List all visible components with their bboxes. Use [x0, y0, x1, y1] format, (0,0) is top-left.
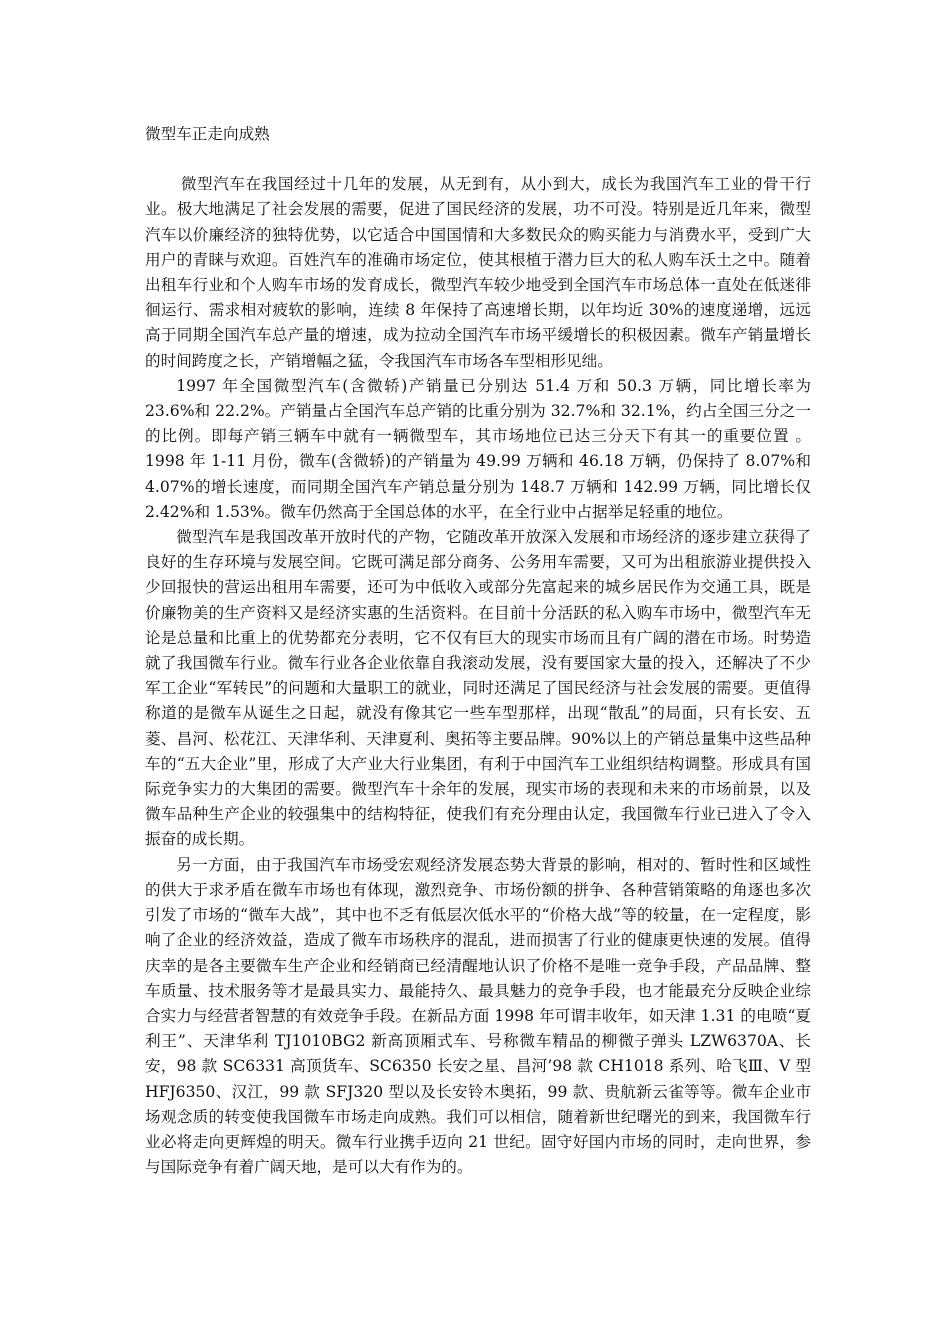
document-title: 微型车正走向成熟	[145, 125, 270, 143]
document-body	[145, 122, 811, 1180]
paragraph-1997-statistics: 1997 年全国微型汽车(含微轿)产销量已分别达 51.4 万和 50.3 万辆，同比增长率为 23.6%和 22.2%。产销量占全国汽车总产销的比重分别为 32.7%和 32.1%，约占全国三分之一的比例。即每产销三辆车中就有一辆微型车，其市场地位已达三分天下有其一的重要位置 。1998 年 1-11 月份，微车(含微轿)的产销量为 49.99 万辆和 46.18 万辆，仍保持了 8.07%和 4.07%的增长速度，而同期全国汽车产销总量分别为 148.7 万辆和 142.99 万辆，同比增长仅 2.42%和 1.53%。微车仍然高于全国总体的水平，在全行业中占据举足轻重的地位。	[145, 376, 811, 521]
paragraph-reform-era: 微型汽车是我国改革开放时代的产物，它随改革开放深入发展和市场经济的逐步建立获得了良好的生存环境与发展空间。它既可满足部分商务、公务用车需要，又可为出租旅游业提供投入少回报快的营运出租用车需要，还可为中低收入或部分先富起来的城乡居民作为交通工具，既是价廉物美的生产资料又是经济实惠的生活资料。在目前十分活跃的私入购车市场中，微型汽车无论是总量和比重上的优势都充分表明，它不仅有巨大的现实市场而且有广阔的潜在市场。时势造就了我国微车行业。微车行业各企业依靠自我滚动发展，没有要国家大量的投入，还解决了不少军工企业“军转民”的问题和大量职工的就业，同时还满足了国民经济与社会发展的需要。更值得称道的是微车从诞生之日起，就没有像其它一些车型那样，出现“散乱”的局面，只有长安、五菱、昌河、松花江、天津华利、天津夏利、奥拓等主要品牌。90%以上的产销总量集中这些品种车的“五大企业”里，形成了大产业大行业集团，有利于中国汽车工业组织结构调整。形成具有国际竞争实力的大集团的需要。微型汽车十余年的发展，现实市场的表现和未来的市场前景，以及微车品种生产企业的较强集中的结构特征，使我们有充分理由认定，我国微车行业已进入了令入振奋的成长期。	[145, 528, 811, 849]
paragraph-intro: 微型汽车在我国经过十几年的发展，从无到有，从小到大，成长为我国汽车工业的骨干行业。极大地满足了社会发展的需要，促进了国民经济的发展，功不可没。特别是近几年来，微型汽车以价廉经济的独特优势，以它适合中国国情和大多数民众的购买能力与消费水平，受到广大用户的青睐与欢迎。百姓汽车的准确市场定位，使其根植于潜力巨大的私人购车沃土之中。随着出租车行业和个人购车市场的发育成长，微型汽车较少地受到全国汽车市场总体一直处在低迷徘徊运行、需求相对疲软的影响，连续 8 年保持了高速增长期，以年均近 30%的速度递增，远远高于同期全国汽车总产量的增速，成为拉动全国汽车市场平缓增长的积极因素。微车产销量增长的时间跨度之长，产销增幅之猛，令我国汽车市场各车型相形见绌。	[145, 175, 811, 370]
paragraph-competition: 另一方面，由于我国汽车市场受宏观经济发展态势大背景的影响，相对的、暂时性和区域性的供大于求矛盾在微车市场也有体现，激烈竞争、市场份额的拼争、各种营销策略的角逐也多次引发了市场的“微车大战”，其中也不乏有低层次低水平的“价格大战”等的较量，在一定程度，影响了企业的经济效益，造成了微车市场秩序的混乱，进而损害了行业的健康更快速的发展。值得庆幸的是各主要微车生产企业和经销商已经清醒地认识了价格不是唯一竞争手段，产品品牌、整车质量、技术服务等才是最具实力、最能持久、最具魅力的竞争手段，也才能最充分反映企业综合实力与经营者智慧的有效竞争手段。在新品方面 1998 年可谓丰收年，如天津 1.31 的电喷“夏利王”、天津华利 TJ1010BG2 新高顶厢式车、号称微车精品的柳微子弹头 LZW6370A、长安，98 款 SC6331 高顶货车、SC6350 长安之星、昌河’98 款 CH1018 系列、哈飞Ⅲ、V 型 HFJ6350、汉江，99 款 SFJ320 型以及长安铃木奥拓，99 款、贵航新云雀等等。微车企业市场观念质的转变使我国微车市场走向成熟。我们可以相信，随着新世纪曙光的到来，我国微车行业必将走向更辉煌的明天。微车行业携手迈向 21 世纪。固守好国内市场的同时，走向世界，参与国际竞争有着广阔天地，是可以大有作为的。	[145, 855, 811, 1177]
